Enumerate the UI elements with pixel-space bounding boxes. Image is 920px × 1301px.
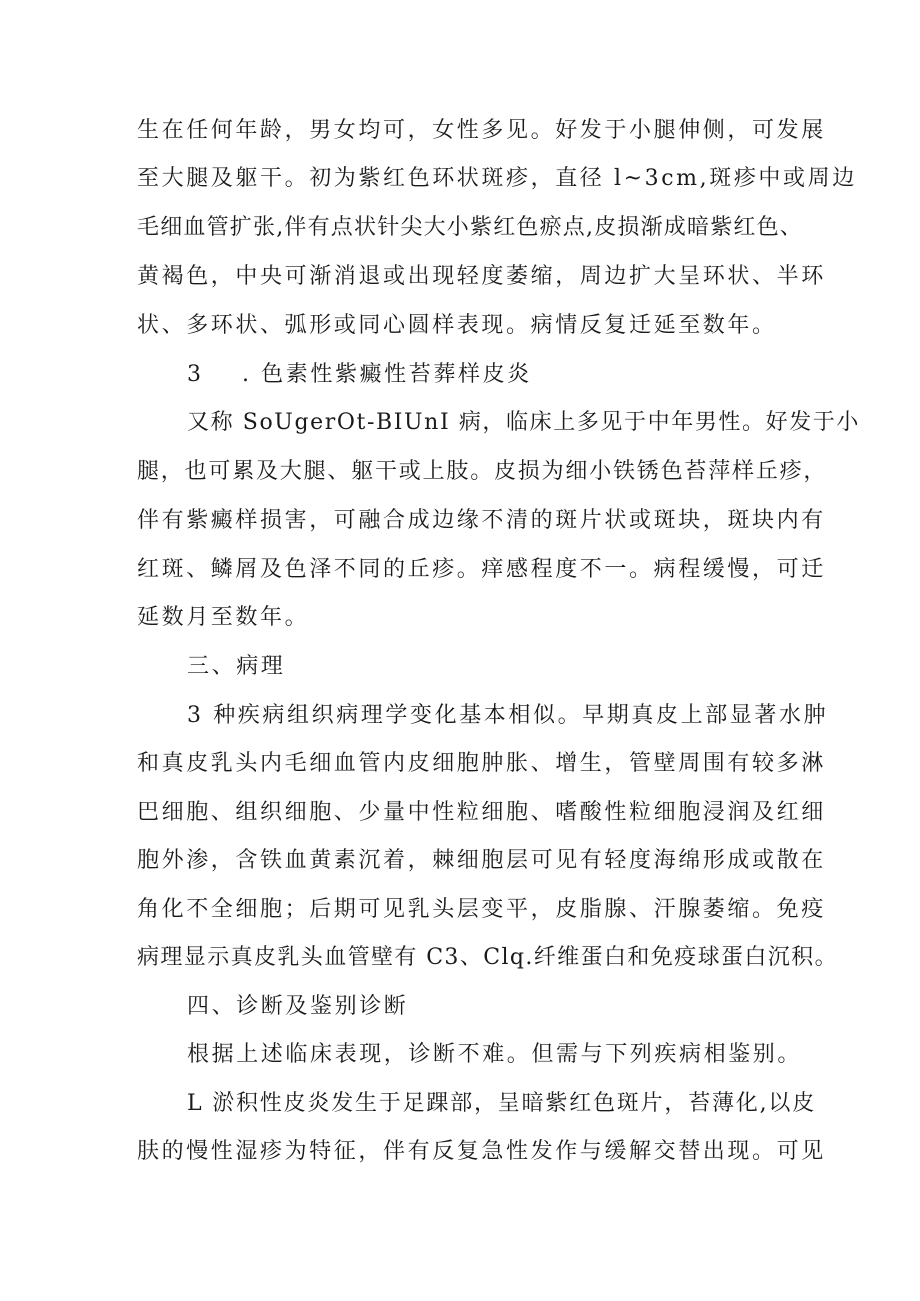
text-line-9: 伴有紫癜样损害，可融合成边缘不清的斑片状或斑块，斑块内有 xyxy=(137,508,826,533)
text-line-1: 生在任何年龄，男女均可，女性多见。好发于小腿伸侧，可发展 xyxy=(137,118,826,143)
text-line-15: 巴细胞、组织细胞、少量中性粒细胞、嗜酸性粒细胞浸润及红细 xyxy=(137,800,826,825)
text-line-11: 延数月至数年。 xyxy=(137,605,310,630)
text-line-3: 毛细血管扩张,伴有点状针尖大小紫红色瘀点,皮损渐成暗紫红色、 xyxy=(137,215,803,240)
text-line-10: 红斑、鳞屑及色泽不同的丘疹。痒感程度不一。病程缓慢，可迁 xyxy=(137,557,826,582)
text-line-21: L 淤积性皮炎发生于足踝部，呈暗紫红色斑片，苔薄化,以皮 xyxy=(187,1091,816,1116)
text-line-5: 状、多环状、弧形或同心圆样表现。病情反复迁延至数年。 xyxy=(137,313,777,338)
section-number: 3 xyxy=(187,362,201,387)
text-line-20: 根据上述临床表现，诊断不难。但需与下列疾病相鉴别。 xyxy=(187,1042,803,1067)
text-line-22: 肤的慢性湿疹为特征，伴有反复急性发作与缓解交替出现。可见 xyxy=(137,1139,826,1164)
heading-pathology: 三、病理 xyxy=(187,654,286,679)
section-heading: . 色素性紫癜性苔葬样皮炎 xyxy=(242,362,532,387)
text-line-7: 又称 SoUgerOt-BIUnI 病，临床上多见于中年男性。好发于小 xyxy=(187,410,861,435)
text-line-13: 3 种疾病组织病理学变化基本相似。早期真皮上部显著水肿 xyxy=(187,703,829,728)
text-line-8: 腿，也可累及大腿、躯干或上肢。皮损为细小铁锈色苔萍样丘疹， xyxy=(137,459,828,484)
text-line-16: 胞外渗，含铁血黄素沉着，棘细胞层可见有轻度海绵形成或散在 xyxy=(137,848,826,873)
heading-diagnosis: 四、诊断及鉴别诊断 xyxy=(187,994,409,1019)
text-line-18: 病理显示真皮乳头血管壁有 C3、Clq.纤维蛋白和免疫球蛋白沉积。 xyxy=(137,945,838,970)
text-line-4: 黄褐色，中央可渐消退或出现轻度萎缩，周边扩大呈环状、半环 xyxy=(137,264,826,289)
text-line-14: 和真皮乳头内毛细血管内皮细胞肿胀、增生，管壁周围有较多淋 xyxy=(137,751,826,776)
text-line-17: 角化不全细胞；后期可见乳头层变平，皮脂腺、汗腺萎缩。免疫 xyxy=(137,897,826,922)
text-line-2: 至大腿及躯干。初为紫红色环状斑疹，直径 l~3cm,斑疹中或周边 xyxy=(137,166,857,191)
